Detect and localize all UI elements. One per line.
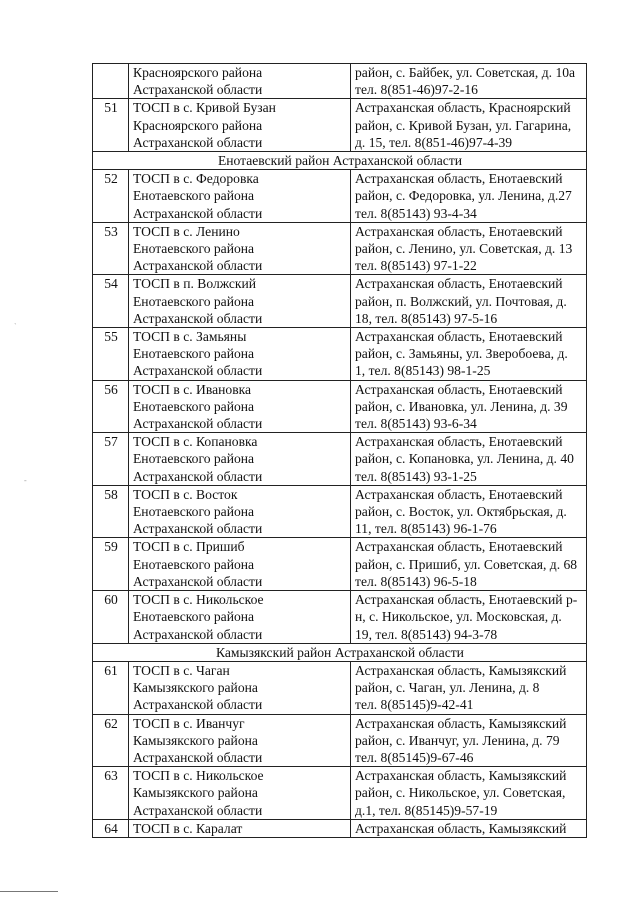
address-line: район, с. Чаган, ул. Ленина, д. 8 [355, 680, 540, 696]
address-line: тел. 8(85145)9-42-41 [355, 697, 474, 713]
organization-name-line: Камызякского района [133, 732, 258, 748]
address-line: Астраханская область, Камызякский [355, 715, 567, 731]
organization-name-line: Астраханской области [133, 697, 263, 713]
address-cell [351, 591, 587, 644]
address-cell [351, 64, 587, 99]
row-number: 55 [93, 328, 129, 381]
address-line: Астраханская область, Енотаевский [355, 381, 563, 397]
address-line: Астраханская область, Енотаевский [355, 539, 563, 555]
table-row [93, 433, 587, 486]
organization-name-line: Астраханской области [133, 573, 263, 589]
row-number: 62 [93, 714, 129, 767]
organization-name-line: ТОСП в с. Восток [133, 486, 238, 502]
address-cell [351, 485, 587, 538]
address-cell [351, 661, 587, 714]
organization-name-line: ТОСП в с. Пришиб [133, 539, 245, 555]
address-line: Астраханская область, Камызякский [355, 662, 567, 678]
row-number: 52 [93, 170, 129, 223]
table-row [93, 64, 587, 99]
row-number: 51 [93, 99, 129, 152]
table-row [93, 99, 587, 152]
organization-name-line: Астраханской области [133, 802, 263, 818]
address-line: тел. 8(85143) 97-1-22 [355, 258, 477, 274]
row-number: 64 [93, 819, 129, 837]
row-number: 58 [93, 485, 129, 538]
table-row [93, 538, 587, 591]
organization-name-line: ТОСП в п. Волжский [133, 276, 257, 292]
address-line: тел. 8(85143) 93-4-34 [355, 205, 477, 221]
address-line: район, с. Восток, ул. Октябрьская, д. [355, 504, 567, 520]
organization-name-line: Енотаевского района [133, 504, 255, 520]
address-cell [351, 170, 587, 223]
organization-name-line: Енотаевского района [133, 346, 255, 362]
address-cell [351, 222, 587, 275]
table-row [93, 170, 587, 223]
address-line: н, с. Никольское, ул. Московская, д. [355, 609, 562, 625]
organization-name-line: ТОСП в с. Замьяны [133, 329, 247, 345]
district-header-row [93, 152, 587, 170]
address-line: район, с. Никольское, ул. Советская, [355, 785, 566, 801]
organization-name-line: Камызякского района [133, 680, 258, 696]
table-row [93, 714, 587, 767]
organization-name-cell [129, 328, 351, 381]
organization-name-line: Енотаевского района [133, 556, 255, 572]
organization-name-cell [129, 485, 351, 538]
organization-name-line: ТОСП в с. Никольское [133, 592, 264, 608]
organization-name-line: ТОСП в с. Кривой Бузан [133, 100, 276, 116]
registry-table-body [93, 64, 587, 838]
address-line: тел. 8(85143) 96-5-18 [355, 573, 477, 589]
organization-name-line: ТОСП в с. Никольское [133, 768, 264, 784]
row-number: 60 [93, 591, 129, 644]
address-line: 1, тел. 8(85143) 98-1-25 [355, 363, 491, 379]
table-row [93, 661, 587, 714]
organization-name-cell [129, 222, 351, 275]
table-row [93, 819, 587, 837]
address-line: Астраханская область, Енотаевский [355, 434, 563, 450]
organization-name-line: Енотаевского района [133, 188, 255, 204]
organization-name-line: Красноярского района [133, 65, 263, 80]
organization-name-line: Астраханской области [133, 134, 263, 150]
organization-name-cell [129, 433, 351, 486]
organization-name-line: Камызякского района [133, 785, 258, 801]
address-line: 18, тел. 8(85143) 97-5-16 [355, 310, 498, 326]
scan-mark: ˋ [14, 322, 17, 331]
address-cell [351, 767, 587, 820]
address-cell [351, 275, 587, 328]
address-line: район, с. Копановка, ул. Ленина, д. 40 [355, 451, 574, 467]
organization-name-cell [129, 64, 351, 99]
organization-name-cell [129, 714, 351, 767]
address-line: Астраханская область, Енотаевский р- [355, 592, 578, 608]
organization-name-line: ТОСП в с. Федоровка [133, 171, 259, 187]
address-line: район, п. Волжский, ул. Почтовая, д. [355, 293, 567, 309]
table-row [93, 275, 587, 328]
address-line: Астраханская область, Енотаевский [355, 223, 563, 239]
address-line: район, с. Федоровка, ул. Ленина, д.27 [355, 188, 572, 204]
table-row [93, 380, 587, 433]
address-line: Астраханская область, Енотаевский [355, 329, 563, 345]
address-line: Астраханская область, Енотаевский [355, 276, 563, 292]
address-cell [351, 714, 587, 767]
row-number: 57 [93, 433, 129, 486]
address-line: тел. 8(85145)9-67-46 [355, 749, 474, 765]
registry-table [92, 63, 587, 838]
address-line: Астраханская область, Енотаевский [355, 171, 563, 187]
footnote-rule [0, 891, 58, 892]
address-cell [351, 380, 587, 433]
row-number: 59 [93, 538, 129, 591]
row-number: 54 [93, 275, 129, 328]
organization-name-line: Астраханской области [133, 749, 263, 765]
address-cell [351, 538, 587, 591]
address-line: район, с. Пришиб, ул. Советская, д. 68 [355, 556, 578, 572]
address-line: д. 15, тел. 8(851-46)97-4-39 [355, 134, 513, 150]
row-number: 56 [93, 380, 129, 433]
organization-name-line: Енотаевского района [133, 451, 255, 467]
organization-name-cell [129, 661, 351, 714]
organization-name-line: Астраханской области [133, 310, 263, 326]
organization-name-cell [129, 819, 351, 837]
address-line: район, с. Замьяны, ул. Зверобоева, д. [355, 346, 568, 362]
address-line: тел. 8(85143) 93-1-25 [355, 468, 477, 484]
address-line: район, с. Ивановка, ул. Ленина, д. 39 [355, 398, 568, 414]
address-line: 19, тел. 8(85143) 94-3-78 [355, 626, 498, 642]
organization-name-line: Енотаевского района [133, 293, 255, 309]
organization-name-line: Астраханской области [133, 258, 263, 274]
organization-name-line: Астраханской области [133, 82, 263, 98]
address-line: Астраханская область, Камызякский [355, 820, 567, 836]
table-row [93, 222, 587, 275]
organization-name-line: Астраханской области [133, 626, 263, 642]
row-number [93, 64, 129, 99]
address-cell [351, 99, 587, 152]
row-number: 61 [93, 661, 129, 714]
organization-name-line: ТОСП в с. Иванчуг [133, 715, 245, 731]
organization-name-cell [129, 591, 351, 644]
organization-name-cell [129, 380, 351, 433]
organization-name-line: ТОСП в с. Копановка [133, 434, 258, 450]
district-title: Енотаевский район Астраханской области [93, 152, 587, 170]
address-line: тел. 8(851-46)97-2-16 [355, 82, 478, 98]
address-line: район, с. Иванчуг, ул. Ленина, д. 79 [355, 732, 560, 748]
address-line: тел. 8(85143) 93-6-34 [355, 416, 477, 432]
row-number: 63 [93, 767, 129, 820]
table-row [93, 767, 587, 820]
address-line: 11, тел. 8(85143) 96-1-76 [355, 521, 497, 537]
district-title: Камызякский район Астраханской области [93, 643, 587, 661]
organization-name-line: Астраханской области [133, 205, 263, 221]
address-line: Астраханская область, Красноярский [355, 100, 571, 116]
organization-name-cell [129, 170, 351, 223]
address-line: район, с. Ленино, ул. Советская, д. 13 [355, 241, 573, 257]
organization-name-line: ТОСП в с. Ивановка [133, 381, 252, 397]
organization-name-cell [129, 99, 351, 152]
organization-name-cell [129, 538, 351, 591]
district-header-row [93, 643, 587, 661]
row-number: 53 [93, 222, 129, 275]
organization-name-line: Астраханской области [133, 363, 263, 379]
table-row [93, 328, 587, 381]
organization-name-line: ТОСП в с. Каралат [133, 820, 243, 836]
address-line: д.1, тел. 8(85145)9-57-19 [355, 802, 498, 818]
organization-name-cell [129, 275, 351, 328]
organization-name-line: ТОСП в с. Чаган [133, 662, 230, 678]
table-row [93, 485, 587, 538]
address-line: Астраханская область, Камызякский [355, 768, 567, 784]
address-line: Астраханская область, Енотаевский [355, 486, 563, 502]
organization-name-line: Красноярского района [133, 117, 263, 133]
address-line: район, с. Кривой Бузан, ул. Гагарина, [355, 117, 572, 133]
organization-name-line: Енотаевского района [133, 398, 255, 414]
address-line: район, с. Байбек, ул. Советская, д. 10а [355, 65, 576, 80]
organization-name-line: Енотаевского района [133, 609, 255, 625]
organization-name-line: Астраханской области [133, 416, 263, 432]
scan-mark: - [24, 476, 27, 485]
organization-name-line: Енотаевского района [133, 241, 255, 257]
organization-name-cell [129, 767, 351, 820]
organization-name-line: ТОСП в с. Ленино [133, 223, 240, 239]
organization-name-line: Астраханской области [133, 521, 263, 537]
address-cell [351, 328, 587, 381]
organization-name-line: Астраханской области [133, 468, 263, 484]
address-cell [351, 819, 587, 837]
address-cell [351, 433, 587, 486]
table-row [93, 591, 587, 644]
